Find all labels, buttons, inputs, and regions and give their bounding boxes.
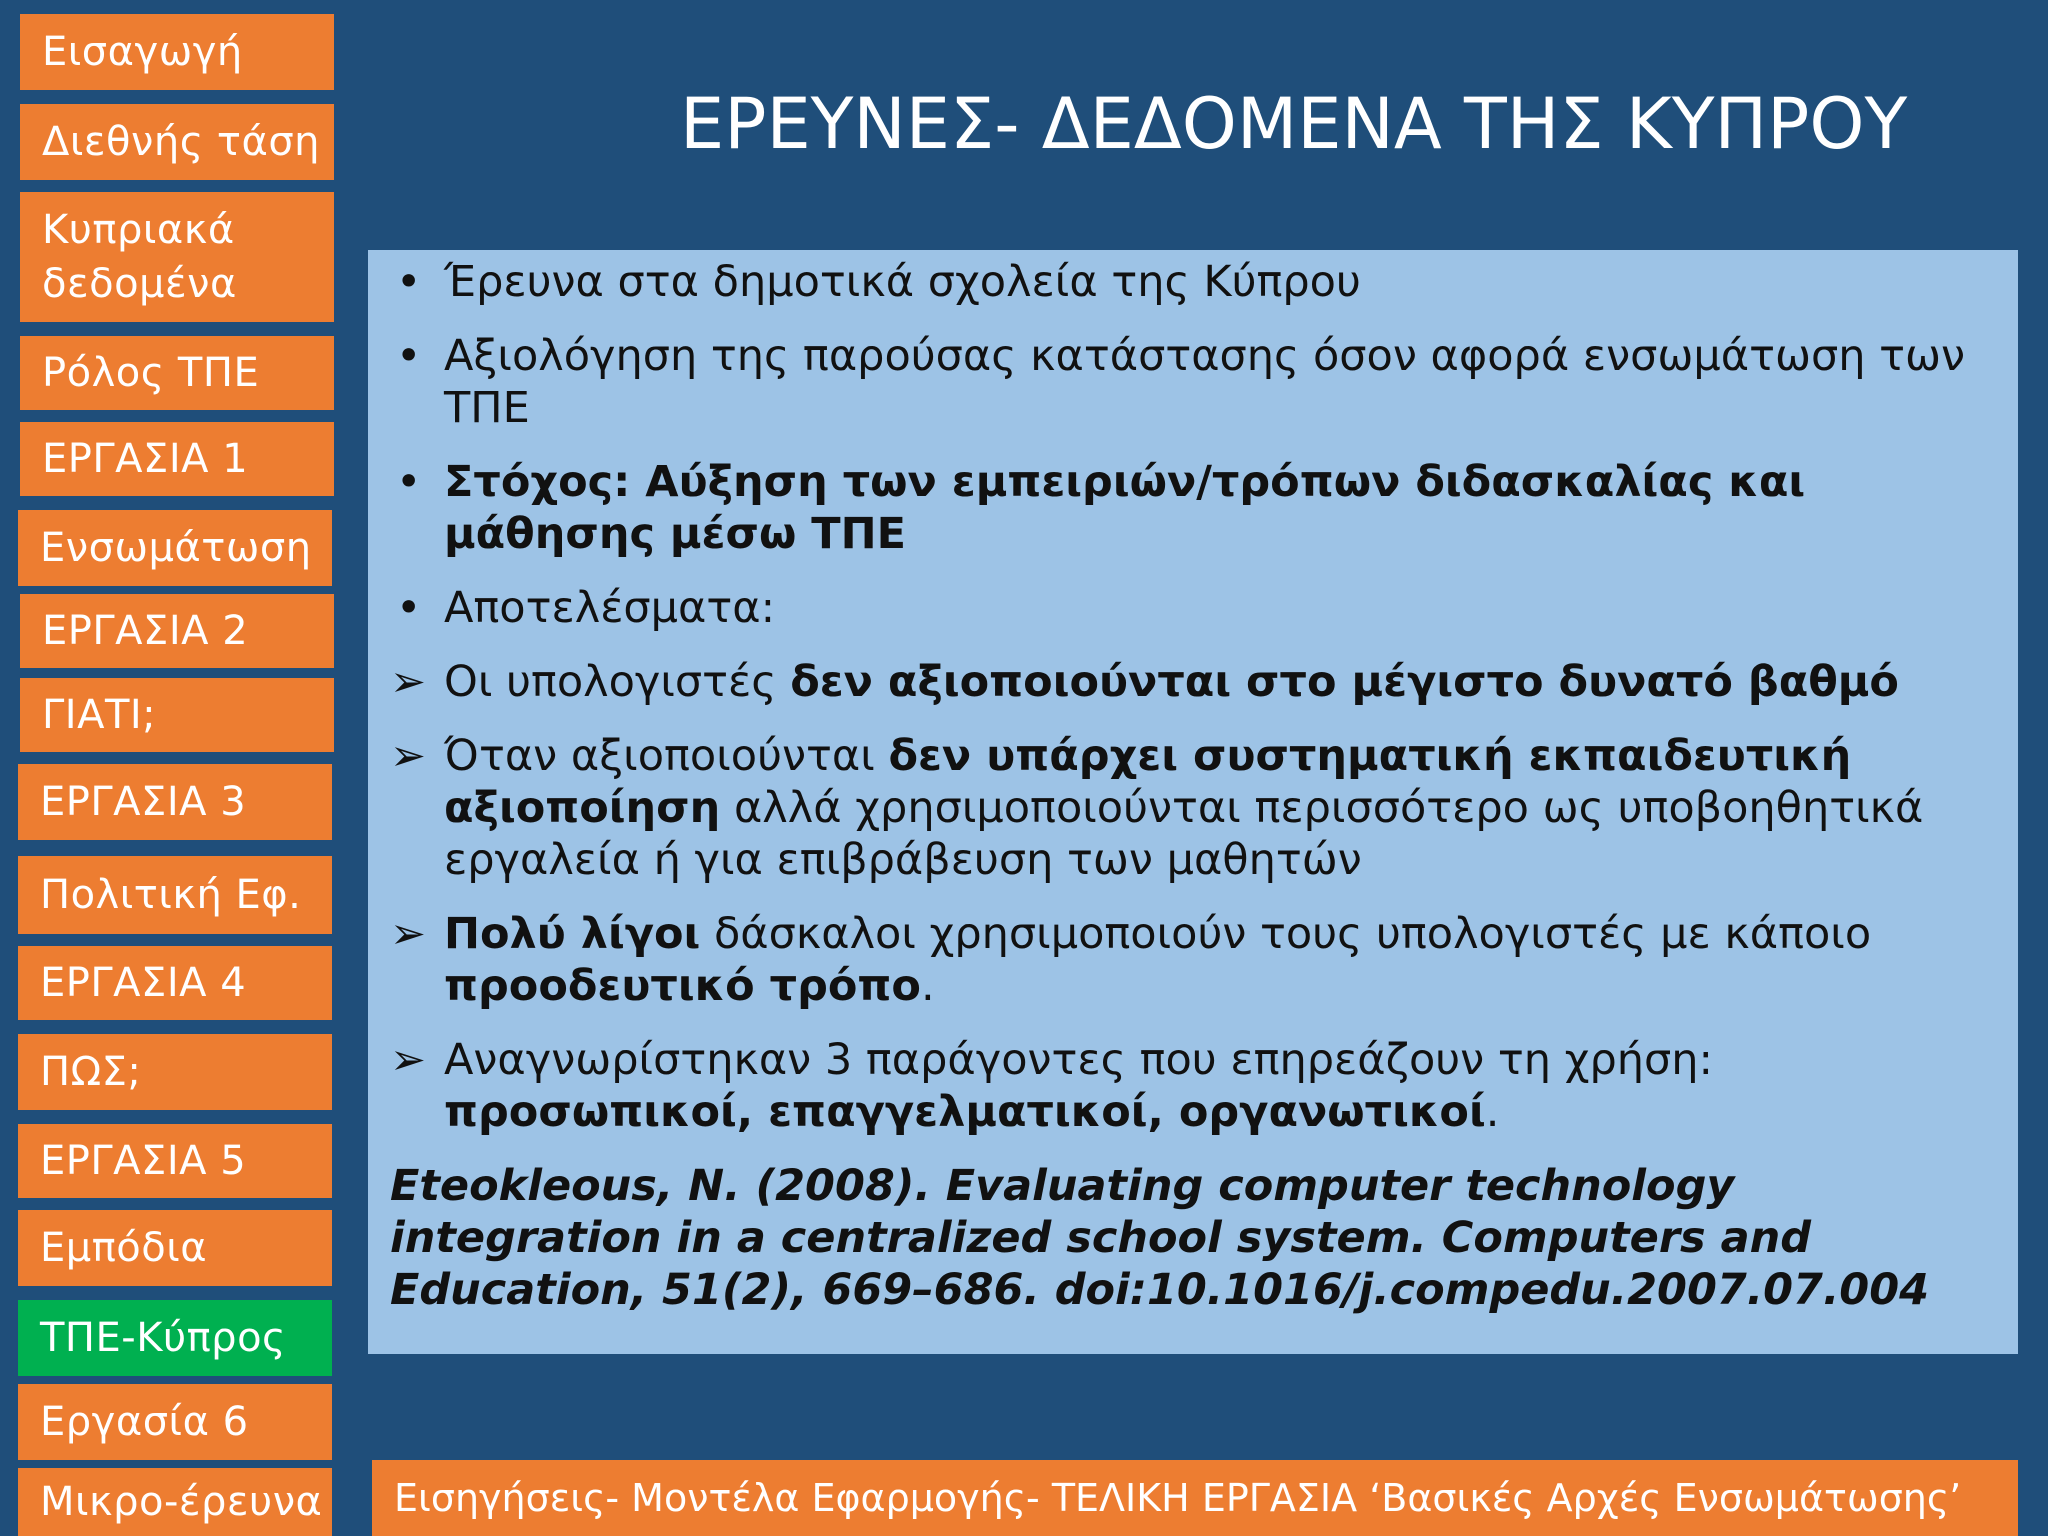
sidebar-item-ensomatosi[interactable]: [18, 510, 332, 586]
sidebar-item-kypriaka-dedomena[interactable]: [20, 192, 334, 322]
result-text-bold: προσωπικοί, επαγγελματικοί, οργανωτικοί: [444, 1087, 1486, 1137]
sidebar-item-label: Ενσωμάτωση: [40, 525, 312, 571]
sidebar-item-label: Πολιτική Εφ.: [40, 872, 302, 918]
footer-bar: [372, 1460, 2018, 1536]
result-item: [390, 1034, 1988, 1138]
content-panel: [368, 250, 2018, 1354]
sidebar-item-ergasia-3[interactable]: [18, 764, 332, 840]
sidebar-item-label: ΕΡΓΑΣΙΑ 1: [42, 436, 249, 482]
sidebar-item-label: Μικρο-έρευνα: [40, 1479, 323, 1525]
arrow-mark: ➢: [390, 657, 427, 707]
result-item: [390, 730, 1988, 886]
sidebar-item-tpe-kypros[interactable]: [18, 1300, 332, 1376]
footer-text: Εισηγήσεις- Μοντέλα Εφαρμογής- ΤΕΛΙΚΗ ΕΡΓΑΣΙΑ ‘Βασικές Αρχές Ενσωμάτωσης’: [394, 1476, 1962, 1520]
sidebar-item-label: Εισαγωγή: [42, 29, 243, 75]
bullet-mark: •: [396, 457, 422, 507]
sidebar-item-empodia[interactable]: [18, 1210, 332, 1286]
bullet-text: Αποτελέσματα:: [444, 583, 776, 633]
sidebar-item-label: Εργασία 6: [40, 1399, 249, 1445]
citation: Eteokleous, N. (2008). Evaluating computer technology integration in a centralized school system. Computers and Education, 51(2), 669–686. doi:10.1016/j.compedu.2007.07.004: [390, 1161, 1930, 1315]
result-text: Οι υπολογιστές: [444, 657, 791, 707]
result-text: δάσκαλοι χρησιμοποιούν τους υπολογιστές με κάποιο: [700, 909, 1872, 959]
sidebar-item-ergasia-6[interactable]: [18, 1384, 332, 1460]
sidebar-item-label: Κυπριακά δεδομένα: [42, 207, 237, 307]
sidebar-item-label: Ρόλος ΤΠΕ: [42, 350, 260, 396]
sidebar-item-label: ΕΡΓΑΣΙΑ 3: [40, 779, 247, 825]
bullet-item: [390, 456, 1988, 560]
sidebar-item-giati[interactable]: [20, 678, 334, 752]
result-text: Αναγνωρίστηκαν 3 παράγοντες που επηρεάζουν τη χρήση:: [444, 1035, 1714, 1085]
bullet-mark: •: [396, 257, 422, 307]
bullet-item: [390, 582, 1988, 634]
arrow-mark: ➢: [390, 909, 427, 959]
sidebar-item-label: ΕΡΓΑΣΙΑ 5: [40, 1138, 247, 1184]
bullet-item: [390, 256, 1988, 308]
sidebar-item-ergasia-2[interactable]: [20, 594, 334, 668]
result-text-bold: δεν αξιοποιούνται στο μέγιστο δυνατό βαθμό: [790, 657, 1899, 707]
result-text: Όταν αξιοποιούνται: [444, 731, 889, 781]
sidebar-item-mikro-erevna[interactable]: [18, 1468, 332, 1536]
result-text: αλλά χρησιμοποιούνται περισσότερο ως υποβοηθητικά εργαλεία ή για επιβράβευση των μαθητών: [444, 783, 1924, 885]
sidebar-item-diethnis-tasi[interactable]: [20, 104, 334, 180]
sidebar-item-label: Εμπόδια: [40, 1225, 208, 1271]
result-text: .: [1485, 1087, 1500, 1137]
bullet-mark: •: [396, 583, 422, 633]
sidebar-item-label: ΕΡΓΑΣΙΑ 4: [40, 960, 247, 1006]
bullet-text: Αξιολόγηση της παρούσας κατάστασης όσον αφορά ενσωμάτωση των ΤΠΕ: [444, 331, 1966, 433]
result-text-bold: προοδευτικό τρόπο: [444, 961, 921, 1011]
result-item: [390, 656, 1988, 708]
result-text: .: [920, 961, 935, 1011]
sidebar-item-label: Διεθνής τάση: [42, 119, 321, 165]
sidebar-item-ergasia-4[interactable]: [18, 946, 332, 1020]
bullet-text: Στόχος: Αύξηση των εμπειριών/τρόπων διδασκαλίας και μάθησης μέσω ΤΠΕ: [444, 457, 1806, 559]
result-text-bold: δεν υπάρχει συστηματική εκπαιδευτική αξιοποίηση: [444, 731, 1852, 833]
sidebar-item-label: ΕΡΓΑΣΙΑ 2: [42, 608, 249, 654]
result-text-bold: Πολύ λίγοι: [444, 909, 701, 959]
bullet-text: Έρευνα στα δημοτικά σχολεία της Κύπρου: [444, 257, 1361, 307]
sidebar-item-label: ΓΙΑΤΙ;: [42, 692, 157, 738]
sidebar-item-label: ΤΠΕ-Κύπρος: [40, 1315, 287, 1361]
arrow-mark: ➢: [390, 731, 427, 781]
result-item: [390, 908, 1988, 1012]
slide-title: ΕΡΕΥΝΕΣ- ΔΕΔΟΜΕΝΑ ΤΗΣ ΚΥΠΡΟΥ: [680, 83, 1908, 165]
bullet-mark: •: [396, 331, 422, 381]
sidebar-item-ergasia-1[interactable]: [20, 422, 334, 496]
sidebar-item-politiki-ef[interactable]: [18, 856, 332, 934]
sidebar-item-pos[interactable]: [18, 1034, 332, 1110]
sidebar-item-ergasia-5[interactable]: [18, 1124, 332, 1198]
sidebar-item-eisagogi[interactable]: [20, 14, 334, 90]
sidebar-item-label: ΠΩΣ;: [40, 1049, 142, 1095]
arrow-mark: ➢: [390, 1035, 427, 1085]
sidebar-item-rolos-tpe[interactable]: [20, 336, 334, 410]
bullet-item: [390, 330, 1988, 434]
